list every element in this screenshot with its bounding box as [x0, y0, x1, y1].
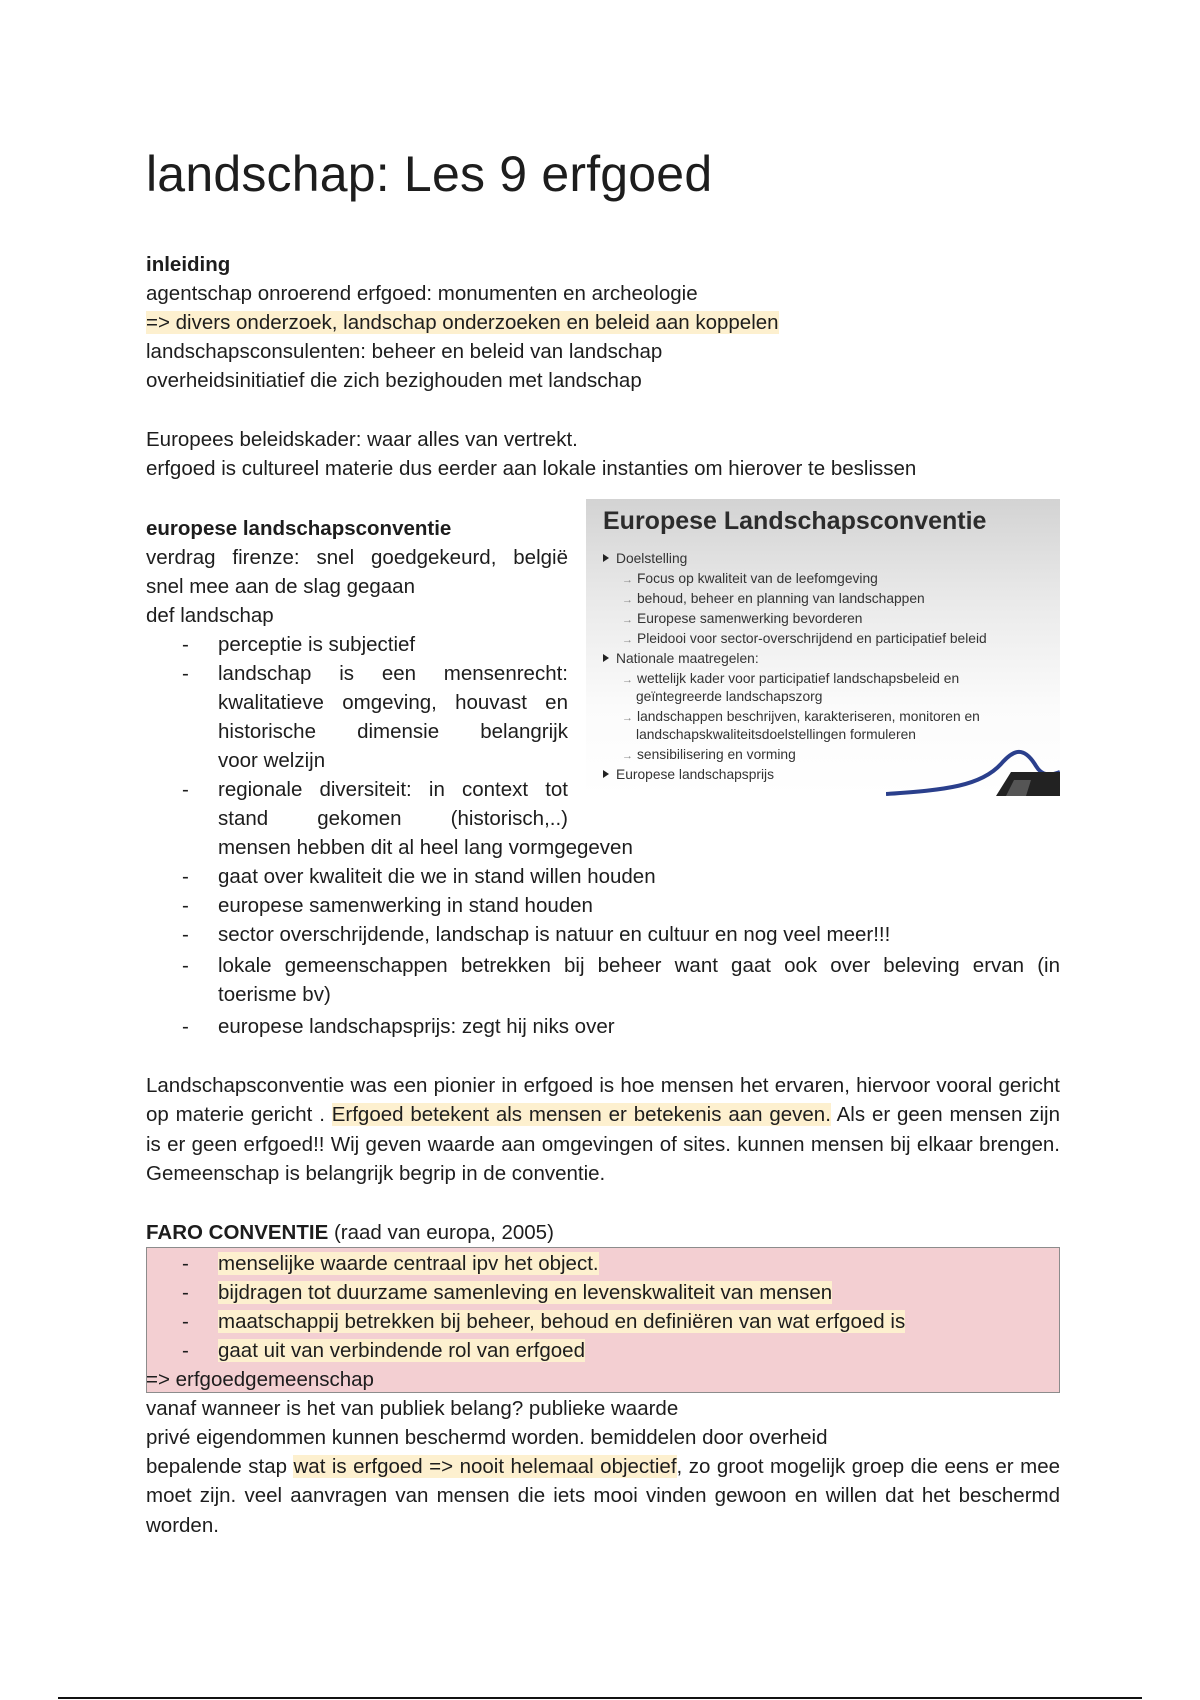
bullet-dash: - — [182, 633, 189, 656]
highlight: maatschappij betrekken bij beheer, behoud en definiëren van wat erfgoed is — [218, 1310, 906, 1333]
bullet-dash: - — [182, 1281, 189, 1304]
slide-text: Focus op kwaliteit van de leefomgeving — [637, 571, 878, 586]
bullet-dash: - — [182, 894, 189, 917]
bullet-text — [218, 659, 568, 775]
bullet-text — [218, 1307, 905, 1336]
highlight: wat is erfgoed => nooit helemaal objectief — [293, 1455, 677, 1478]
bullet-dash: - — [182, 1252, 189, 1275]
arrow-icon: → — [622, 634, 633, 646]
inleiding-heading: inleiding — [146, 253, 231, 276]
triangle-bullet-icon — [603, 654, 609, 662]
elc-intro-line-2: snel mee aan de slag gegaan — [146, 575, 415, 598]
slide-text: wettelijk kader voor participatief landschapsbeleid en — [637, 671, 960, 686]
bullet-text — [218, 1336, 585, 1365]
elc-intro — [146, 543, 568, 630]
slide-title: Europese Landschapsconventie — [603, 507, 987, 535]
inleiding-line-2 — [146, 308, 779, 337]
bullet-dash: - — [182, 865, 189, 888]
bullet-dash: - — [182, 778, 189, 801]
highlight: Erfgoed betekent als mensen er betekenis aan geven. — [331, 1103, 831, 1127]
slide-bullet-prijs — [603, 766, 774, 783]
bullet-text-line: landschap is een mensenrecht: — [218, 662, 568, 685]
bullet-text: gaat over kwaliteit die we in stand willen houden — [218, 865, 656, 888]
arrow-icon: → — [622, 712, 633, 724]
paragraph-text: bepalende stap — [146, 1455, 287, 1478]
arrow-icon: → — [622, 674, 633, 686]
bullet-dash: - — [182, 923, 189, 946]
beleidskader-line-2: erfgoed is cultureel materie dus eerder aan lokale instanties om hierover te beslissen — [146, 457, 917, 480]
faro-subheading: (raad van europa, 2005) — [333, 1221, 554, 1244]
arrow-icon: → — [622, 574, 633, 586]
bullet-dash: - — [182, 1310, 189, 1333]
bullet-text: perceptie is subjectief — [218, 633, 416, 656]
bullet-dash: - — [182, 662, 189, 685]
paragraph-text: , zo groot mogelijk groep die eens er mee moet zijn. veel aanvragen van mensen die iets mooi vinden gewoon en willen dat het beschermd worden. — [146, 1455, 1060, 1537]
slide-subitem — [622, 570, 878, 589]
elc-intro-line-3: def landschap — [146, 604, 274, 627]
slide-subitem — [622, 746, 796, 765]
conventie-paragraph — [146, 1071, 1060, 1188]
slide-text: Doelstelling — [616, 551, 688, 566]
bullet-text-line: historische dimensie belangrijk — [218, 720, 568, 743]
bullet-text-line: stand gekomen (historisch,..) — [218, 807, 568, 830]
arrow-icon: → — [622, 594, 633, 606]
bullet-text-line: lokale gemeenschappen betrekken bij beheer want gaat ook over beleving ervan (in — [218, 954, 1060, 977]
after-paragraph — [146, 1452, 1060, 1540]
bullet-text: europese samenwerking in stand houden — [218, 894, 593, 917]
bullet-dash: - — [182, 954, 189, 977]
slide-text: Europese samenwerking bevorderen — [637, 611, 863, 626]
slide-subitem — [622, 670, 959, 689]
bullet-text-line: voor welzijn — [218, 749, 326, 772]
slide-image-europese-landschapsconventie — [586, 499, 1060, 796]
highlight: => divers onderzoek, landschap onderzoeken en beleid aan koppelen — [146, 311, 779, 334]
paragraph-text: Als er geen mensen zijn is er geen erfgoed!! Wij geven waarde aan omgevingen of sites. kunnen mensen bij elkaar brengen. Gemeenschap is belangrijk begrip in de conventie. — [146, 1103, 1060, 1185]
inleiding-line-3: landschapsconsulenten: beheer en beleid van landschap — [146, 340, 663, 363]
slide-text: behoud, beheer en planning van landschappen — [637, 591, 925, 606]
slide-text: landschappen beschrijven, karakteriseren, monitoren en — [637, 709, 980, 724]
paragraph-text: Landschapsconventie was een pionier in erfgoed is hoe mensen het ervaren, hiervoor vooral gericht op materie gericht . — [146, 1074, 1060, 1127]
faro-conclusion: => erfgoedgemeenschap — [146, 1368, 374, 1391]
slide-text: Nationale maatregelen: — [616, 651, 759, 666]
slide-bullet-nationale-maatregelen — [603, 650, 759, 667]
bullet-text-line: regionale diversiteit: in context tot — [218, 778, 568, 801]
triangle-bullet-icon — [603, 770, 609, 778]
bullet-text — [218, 951, 1060, 1009]
bullet-text — [218, 1249, 599, 1278]
bullet-text: europese landschapsprijs: zegt hij niks over — [218, 1015, 615, 1038]
faro-heading: FARO CONVENTIE — [146, 1221, 329, 1244]
slide-subitem-cont: landschapskwaliteitsdoelstellingen formuleren — [636, 727, 916, 742]
slide-subitem — [622, 590, 925, 609]
after-line-2: privé eigendommen kunnen beschermd worden. bemiddelen door overheid — [146, 1426, 828, 1449]
bullet-dash: - — [182, 1015, 189, 1038]
bullet-text — [218, 1278, 832, 1307]
bullet-dash: - — [182, 1339, 189, 1362]
highlight: gaat uit van verbindende rol van erfgoed — [218, 1339, 585, 1362]
beleidskader-line-1: Europees beleidskader: waar alles van vertrekt. — [146, 428, 578, 451]
triangle-bullet-icon — [603, 554, 609, 562]
slide-subitem — [622, 610, 862, 629]
bullet-text-line: kwalitatieve omgeving, houvast en — [218, 691, 568, 714]
page-title: landschap: Les 9 erfgoed — [146, 146, 713, 202]
highlight: bijdragen tot duurzame samenleving en levenskwaliteit van mensen — [218, 1281, 833, 1304]
slide-text: Europese landschapsprijs — [616, 767, 774, 782]
bullet-text: sector overschrijdende, landschap is natuur en cultuur en nog veel meer!!! — [218, 923, 891, 946]
inleiding-line-4: overheidsinitiatief die zich bezighouden met landschap — [146, 369, 642, 392]
faro-heading-line — [146, 1218, 554, 1247]
slide-subitem-cont: geïntegreerde landschapszorg — [636, 689, 823, 704]
after-line-1: vanaf wanneer is het van publiek belang? publieke waarde — [146, 1397, 679, 1420]
bullet-text-line: mensen hebben dit al heel lang vormgegeven — [218, 836, 633, 859]
slide-bullet-doelstelling — [603, 550, 687, 567]
slide-text: Pleidooi voor sector-overschrijdend en participatief beleid — [637, 631, 987, 646]
elc-intro-line-1: verdrag firenze: snel goedgekeurd, belgië — [146, 546, 568, 569]
highlight: menselijke waarde centraal ipv het object. — [218, 1252, 599, 1275]
bullet-text — [218, 775, 633, 862]
slide-text: sensibilisering en vorming — [637, 747, 796, 762]
elc-heading: europese landschapsconventie — [146, 517, 452, 540]
slide-subitem — [622, 630, 987, 649]
arrow-icon: → — [622, 614, 633, 626]
inleiding-line-1: agentschap onroerend erfgoed: monumenten en archeologie — [146, 282, 698, 305]
slide-decoration-graphic — [886, 724, 1060, 796]
page-bottom-rule — [58, 1697, 1142, 1699]
bullet-text-line: toerisme bv) — [218, 983, 331, 1006]
arrow-icon: → — [622, 750, 633, 762]
